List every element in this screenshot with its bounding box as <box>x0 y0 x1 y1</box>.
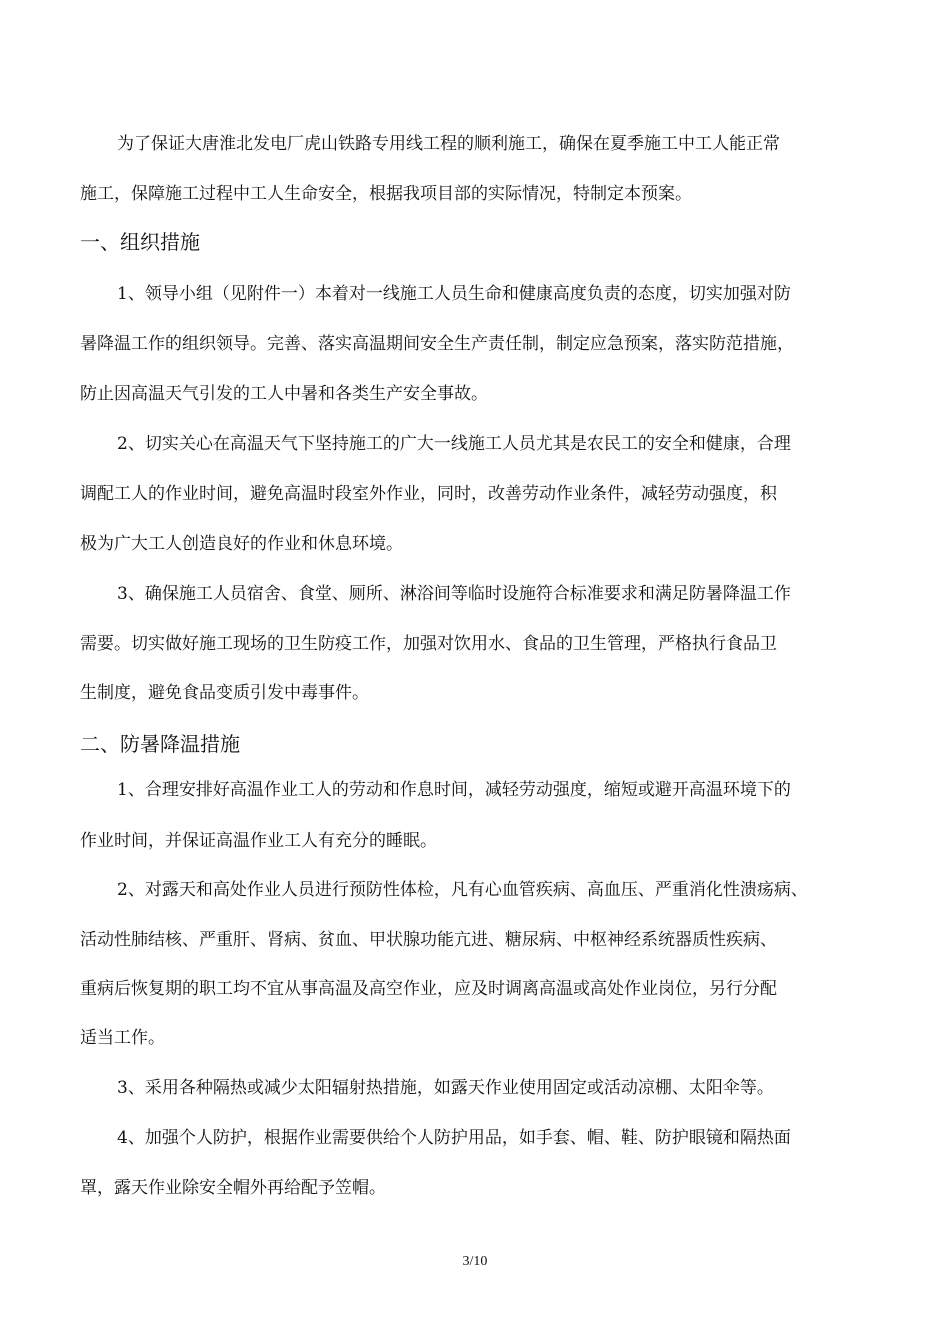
s2-p4-line-2: 罩，露天作业除安全帽外再给配予笠帽。 <box>80 1178 386 1198</box>
s2-p2-line-1: 2、对露天和高处作业人员进行预防性体检，凡有心血管疾病、高血压、严重消化性溃疡病、 <box>117 880 808 900</box>
s1-p3-line-3: 生制度，避免食品变质引发中毒事件。 <box>80 683 369 703</box>
s2-p3-line-1: 3、采用各种隔热或减少太阳辐射热措施，如露天作业使用固定或活动凉棚、太阳伞等。 <box>117 1078 774 1098</box>
s1-p2-line-1: 2、切实关心在高温天气下坚持施工的广大一线施工人员尤其是农民工的安全和健康，合理 <box>117 434 791 454</box>
s1-p2-line-2: 调配工人的作业时间，避免高温时段室外作业，同时，改善劳动作业条件，减轻劳动强度，积 <box>80 484 777 504</box>
s2-p2-line-4: 适当工作。 <box>80 1028 165 1048</box>
s1-p1-line-3: 防止因高温天气引发的工人中暑和各类生产安全事故。 <box>80 384 488 404</box>
s2-p1-line-2: 作业时间，并保证高温作业工人有充分的睡眠。 <box>80 831 437 851</box>
s2-p2-line-2: 活动性肺结核、严重肝、肾病、贫血、甲状腺功能亢进、糖尿病、中枢神经系统器质性疾病、 <box>80 930 777 950</box>
s1-p3-line-1: 3、确保施工人员宿舍、食堂、厕所、淋浴间等临时设施符合标准要求和满足防暑降温工作 <box>117 584 791 604</box>
s2-p1-line-1: 1、合理安排好高温作业工人的劳动和作息时间，减轻劳动强度，缩短或避开高温环境下的 <box>117 780 791 800</box>
s1-p1-line-1: 1、领导小组（见附件一）本着对一线施工人员生命和健康高度负责的态度，切实加强对防 <box>117 284 791 304</box>
s1-p1-line-2: 暑降温工作的组织领导。完善、落实高温期间安全生产责任制，制定应急预案，落实防范措施， <box>80 334 794 354</box>
section-2-heading: 二、防暑降温措施 <box>80 732 240 756</box>
page-number: 3/10 <box>462 1254 488 1269</box>
intro-line-1: 为了保证大唐淮北发电厂虎山铁路专用线工程的顺利施工，确保在夏季施工中工人能正常 <box>117 134 780 154</box>
s2-p4-line-1: 4、加强个人防护，根据作业需要供给个人防护用品，如手套、帽、鞋、防护眼镜和隔热面 <box>117 1128 791 1148</box>
s2-p2-line-3: 重病后恢复期的职工均不宜从事高温及高空作业，应及时调离高温或高处作业岗位，另行分配 <box>80 979 777 999</box>
section-1-heading: 一、组织措施 <box>80 230 200 254</box>
intro-line-2: 施工，保障施工过程中工人生命安全，根据我项目部的实际情况，特制定本预案。 <box>80 184 692 204</box>
s1-p2-line-3: 极为广大工人创造良好的作业和休息环境。 <box>80 534 403 554</box>
s1-p3-line-2: 需要。切实做好施工现场的卫生防疫工作，加强对饮用水、食品的卫生管理，严格执行食品卫 <box>80 634 777 654</box>
